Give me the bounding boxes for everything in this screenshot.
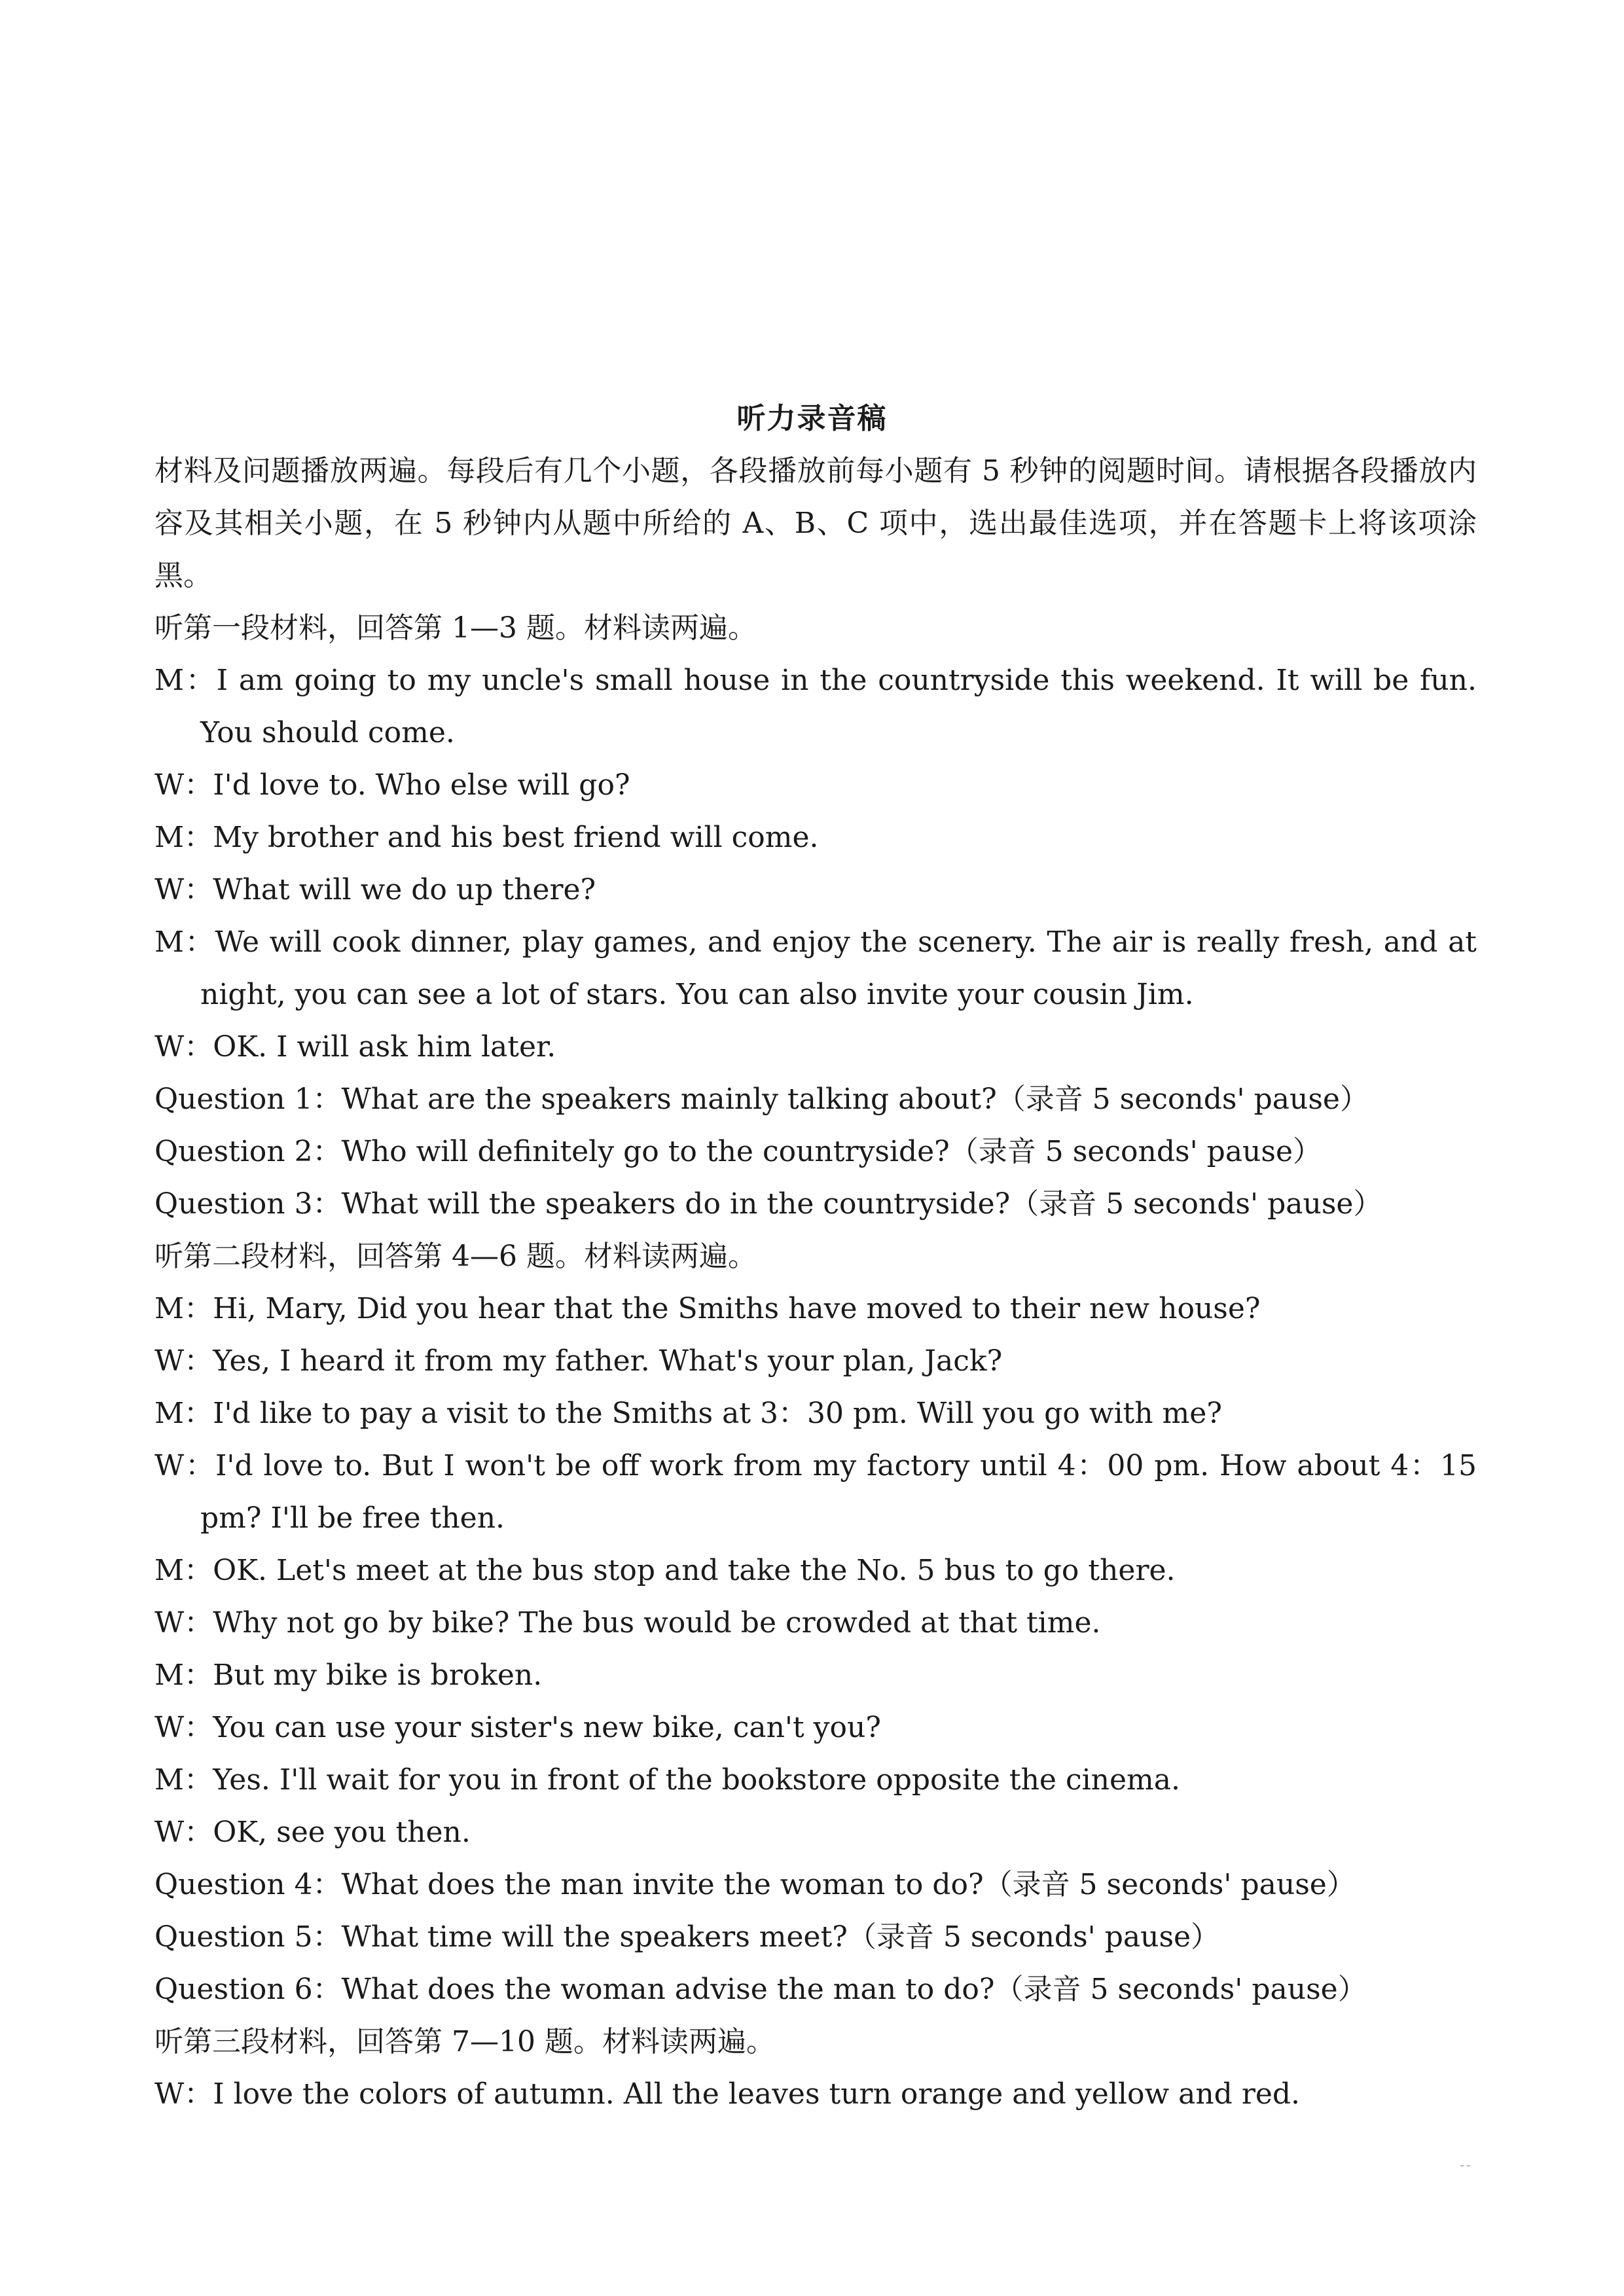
speaker-label: M： [154,1292,213,1325]
question-line: Question 6：What does the woman advise the man to do?（录音 5 seconds' pause） [154,1973,1367,2006]
dialog-text: I'd like to pay a visit to the Smiths at 3：30 pm. Will you go with me? [213,1397,1222,1430]
dialog-text: I love the colors of autumn. All the leaves turn orange and yellow and red. [213,2077,1301,2111]
dialog-line [154,1597,1477,1649]
dialog-text: OK. Let's meet at the bus stop and take the No. 5 bus to go there. [213,1554,1176,1587]
speaker-label: W： [154,873,213,906]
dialog-text: Why not go by bike? The bus would be crowded at that time. [213,1606,1101,1640]
dialog-text: But my bike is broken. [213,1659,543,1692]
document-title: 听力录音稿 [736,402,888,435]
section-3-header: 听第三段材料，回答第 7—10 题。材料读两遍。 [154,2025,775,2058]
speaker-label: W： [154,768,213,802]
dialog-text: You can use your sister's new bike, can't you? [213,1711,881,1744]
speaker-label: W： [154,1344,213,1378]
dialog-text: Yes. I'll wait for you in front of the bookstore opposite the cinema. [213,1763,1180,1797]
speaker-label: W： [154,1030,213,1064]
speaker-label: M： [154,1659,213,1692]
speaker-label: M： [154,1397,213,1430]
speaker-label: W： [154,2077,213,2111]
question-line: Question 1：What are the speakers mainly talking about?（录音 5 seconds' pause） [154,1083,1369,1116]
dialog-line [154,1388,1477,1440]
dialog-text: What will we do up there? [213,873,596,906]
question-line: Question 5：What time will the speakers meet?（录音 5 seconds' pause） [154,1920,1220,1954]
dialog-line [154,1545,1477,1597]
dialog-text: I am going to my uncle's small house in the countryside this weekend. It will be fun. You should come. [200,664,1477,749]
speaker-label: W： [154,1449,216,1482]
speaker-label: M： [154,821,213,854]
speaker-label: M： [154,925,215,959]
section-1-header: 听第一段材料，回答第 1—3 题。材料读两遍。 [154,611,757,645]
speaker-label: M： [154,1554,213,1587]
page-corner-mark: -- [1460,2157,1472,2174]
speaker-label: W： [154,1711,213,1744]
dialog-line [154,1806,1477,1859]
question-line: Question 2：Who will definitely go to the countryside?（录音 5 seconds' pause） [154,1135,1322,1168]
question-line: Question 3：What will the speakers do in the countryside?（录音 5 seconds' pause） [154,1187,1382,1221]
speaker-label: M： [154,664,217,697]
dialog-text: I'd love to. But I won't be off work from my factory until 4：00 pm. How about 4：15 pm? I'll be free then. [200,1449,1477,1535]
dialog-line [154,1440,1477,1545]
dialog-line [154,1649,1477,1702]
dialog-text: OK. I will ask him later. [213,1030,556,1064]
dialog-text: OK, see you then. [213,1816,471,1849]
dialog-line [154,1021,1477,1073]
dialog-line [154,916,1477,1021]
section-2-header: 听第二段材料，回答第 4—6 题。材料读两遍。 [154,1240,757,1273]
dialog-line [154,1335,1477,1388]
dialog-line [154,759,1477,812]
dialog-line [154,864,1477,916]
dialog-text: Yes, I heard it from my father. What's your plan, Jack? [213,1344,1003,1378]
dialog-text: We will cook dinner, play games, and enjoy the scenery. The air is really fresh, and at night, you can see a lot of stars. You can also invite your cousin Jim. [200,925,1477,1011]
speaker-label: W： [154,1816,213,1849]
dialog-line [154,655,1477,759]
dialog-line [154,812,1477,864]
dialog-text: I'd love to. Who else will go? [213,768,630,802]
speaker-label: W： [154,1606,213,1640]
document-body [154,445,1477,2121]
dialog-line [154,1754,1477,1806]
speaker-label: M： [154,1763,213,1797]
instructions-paragraph: 材料及问题播放两遍。每段后有几个小题，各段播放前每小题有 5 秒钟的阅题时间。请根据各段播放内容及其相关小题，在 5 秒钟内从题中所给的 A、B、C 项中，选出最佳选项，并在答题卡上将该项涂黑。 [154,454,1477,592]
dialog-text: Hi, Mary, Did you hear that the Smiths have moved to their new house? [213,1292,1261,1325]
dialog-text: My brother and his best friend will come. [213,821,819,854]
dialog-line [154,1283,1477,1335]
dialog-line [154,2068,1477,2121]
dialog-line [154,1702,1477,1754]
question-line: Question 4：What does the man invite the woman to do?（录音 5 seconds' pause） [154,1868,1356,1901]
